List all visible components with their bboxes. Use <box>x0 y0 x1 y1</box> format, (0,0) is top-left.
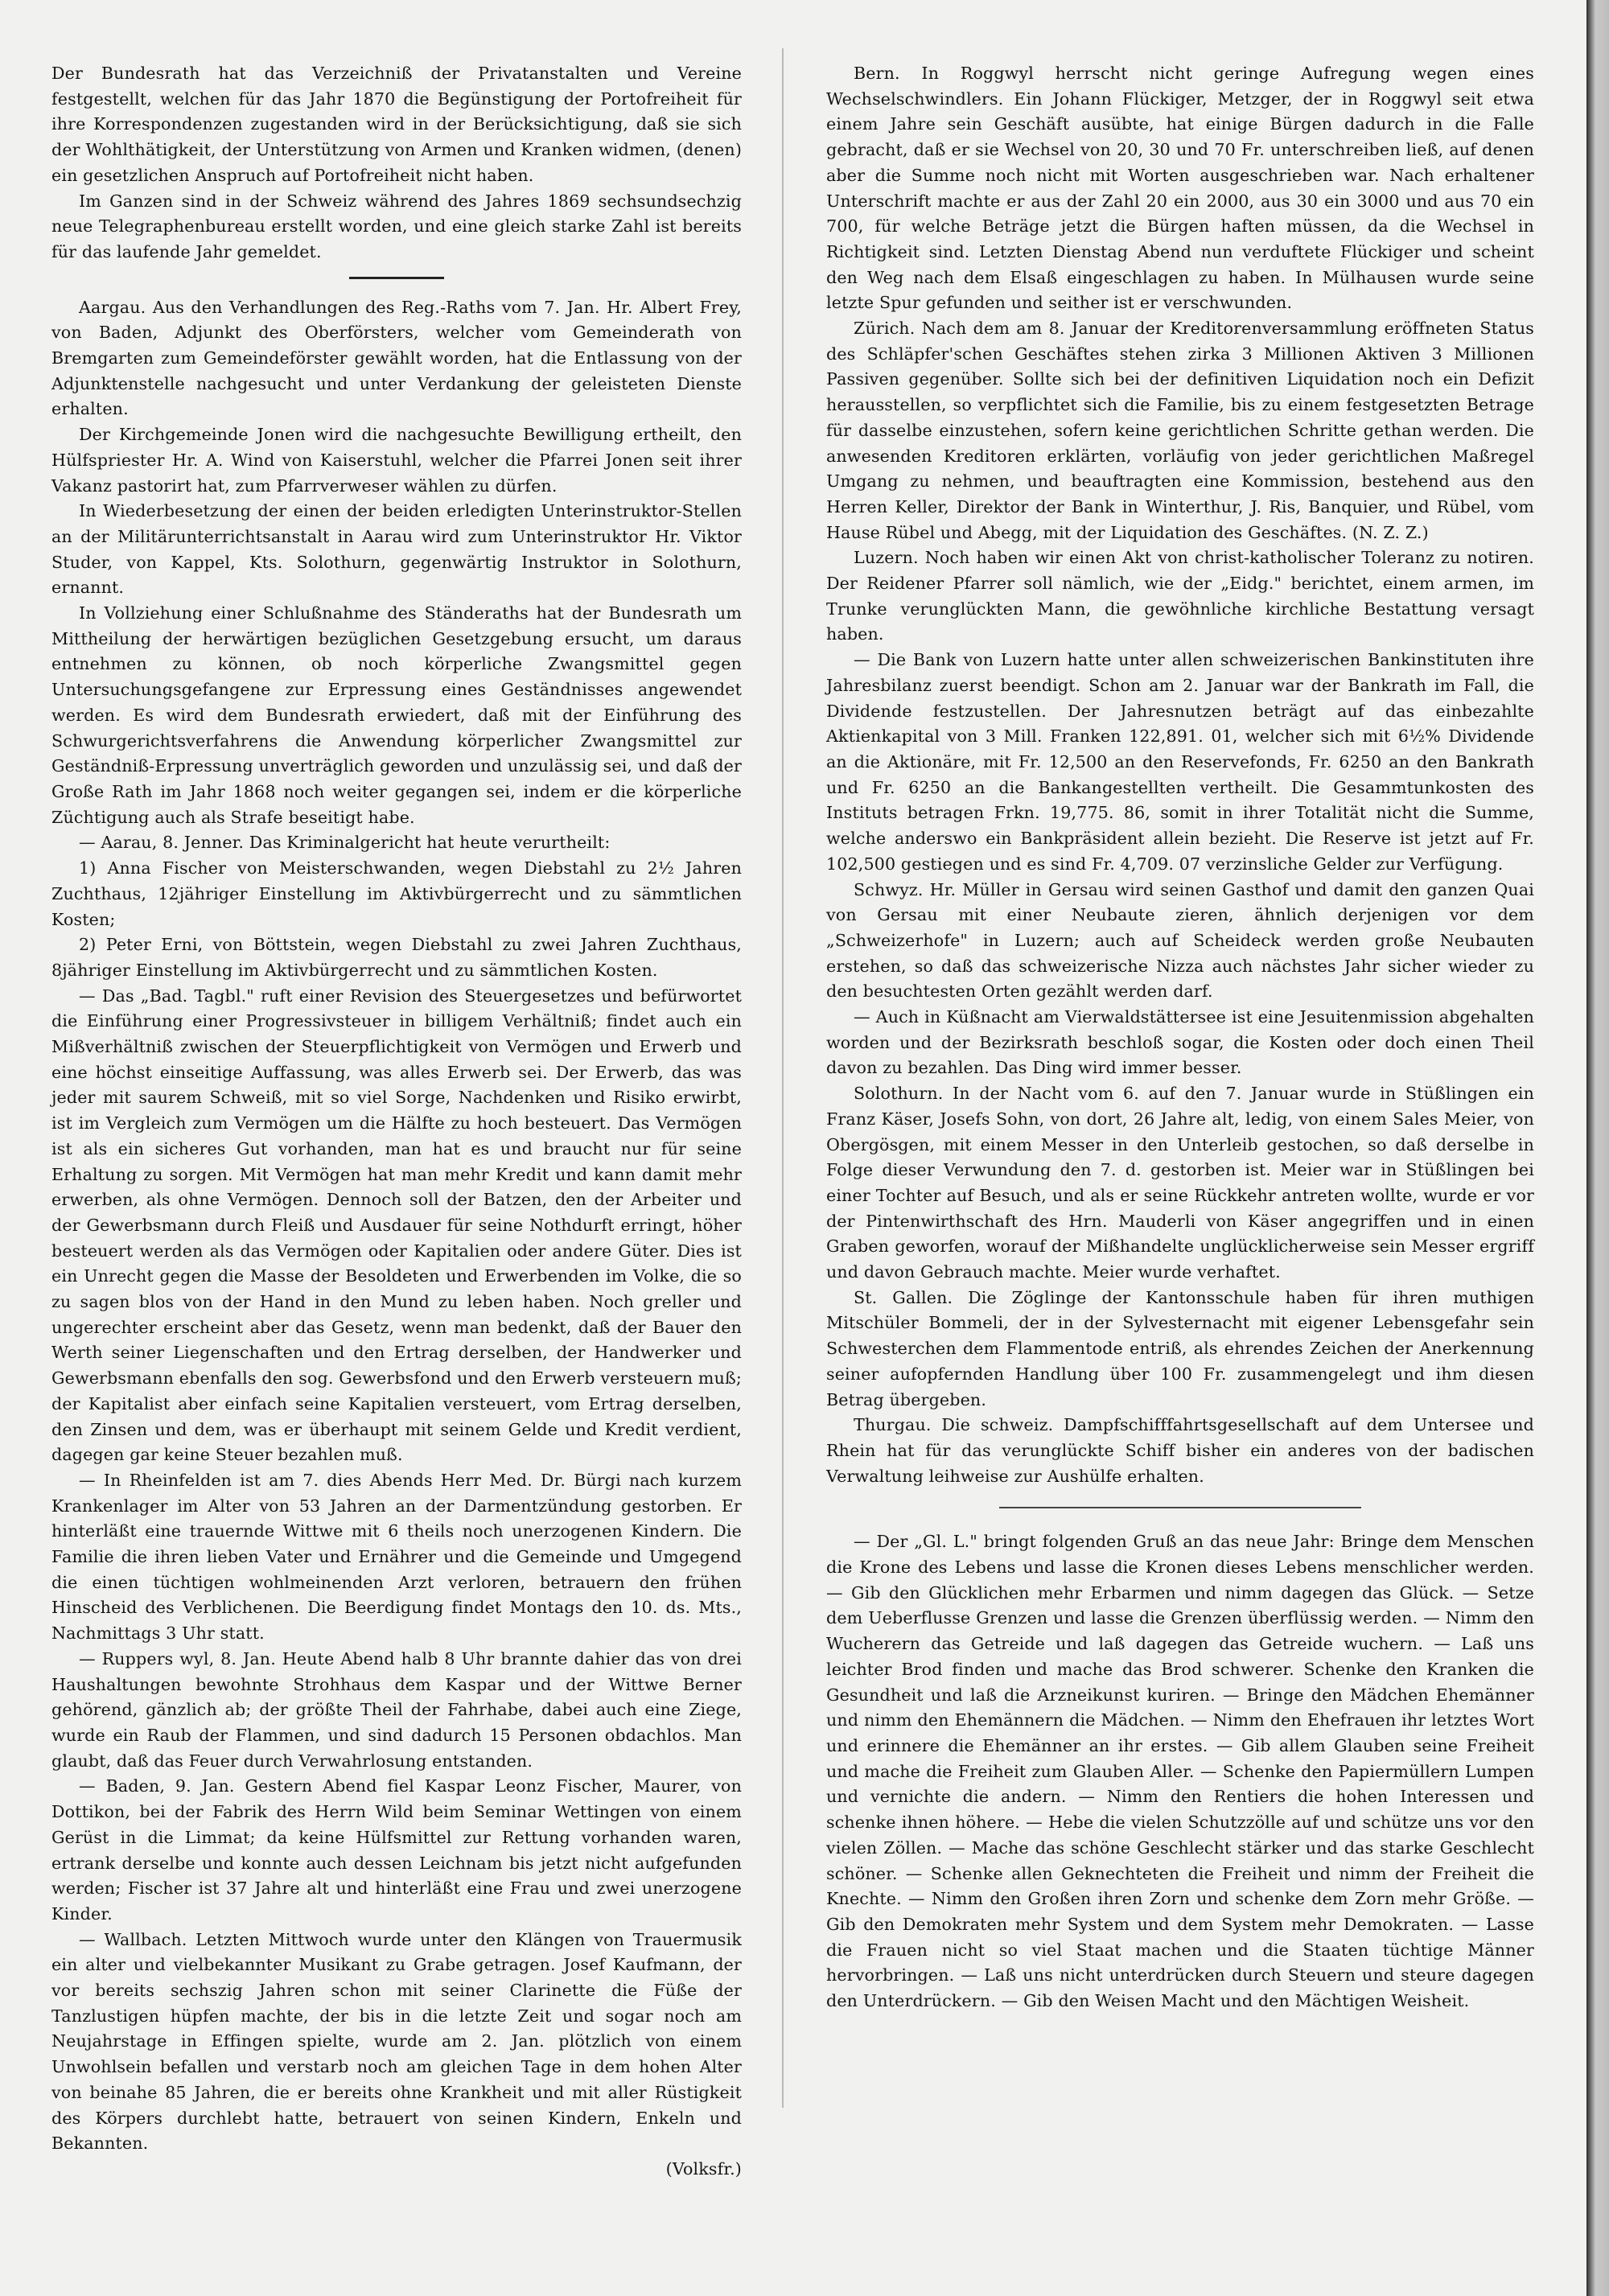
left-column <box>51 61 742 2183</box>
article-luzern-toleranz: Luzern. Noch haben wir einen Akt von christ-katholischer Toleranz zu notiren. Der Reidener Pfarrer soll nämlich, wie der „Eidg." berichtet, einem armen, im Trunke verunglückten Mann, die gewöhnliche kirchliche Bestattung versagt haben. <box>826 548 1534 644</box>
article-st-gallen: St. Gallen. Die Zöglinge der Kantonsschule haben für ihren muthigen Mitschüler Bommeli, der in der Sylvesternacht mit eigener Lebensgefahr sein Schwesterchen dem Flammentode entriß, als ehrendes Zeichen der Anerkennung seiner aufopfernden Handlung über 100 Fr. zusammengelegt und ihm diesen Betrag übergeben. <box>826 1287 1534 1409</box>
page-edge-shadow <box>1586 0 1609 2296</box>
article-rupperswyl: — Ruppers wyl, 8. Jan. Heute Abend halb 8 Uhr brannte dahier das von drei Haushaltungen bewohnte Strohhaus dem Kaspar und der Wittwe Berner gehörend, gänzlich ab; der größte Theil der Fahrhabe, dabei auch eine Ziege, wurde ein Raub der Flammen, und sind dadurch 15 Personen obdachlos. Man glaubt, daß das Feuer durch Verwahrlosung entstanden. <box>51 1648 742 1771</box>
article-bundesrath-portofreiheit: Der Bundesrath hat das Verzeichniß der Privatanstalten und Vereine festgestellt, welchen für das Jahr 1870 die Begünstigung der Portofreiheit für ihre Korrespondenzen zugestanden wird in der Berücksichtigung, daß sie sich der Wohlthätigkeit, der Unterstützung von Armen und Kranken widmen, (denen) ein gesetzlichen Anspruch auf Portofreiheit nicht haben. <box>51 64 742 185</box>
article-thurgau: Thurgau. Die schweiz. Dampfschifffahrtsgesellschaft auf dem Untersee und Rhein hat für das verunglückte Schiff bisher ein anderes von der badischen Verwaltung leihweise zur Aushülfe erhalten. <box>826 1415 1534 1486</box>
section-divider <box>349 277 444 279</box>
column-rule <box>782 48 784 2108</box>
article-zwangsmittel: In Vollziehung einer Schlußnahme des Ständeraths hat der Bundesrath um Mittheilung der herwärtigen bezüglichen Gesetzgebung ersucht, um daraus entnehmen zu können, ob noch körperliche Zwangsmittel gegen Untersuchungsgefangene zur Erpressung eines Geständnisses angewendet werden. Es wird dem Bundesrath erwiedert, daß mit der Einführung des Schwurgerichtsverfahrens die Anwendung körperlicher Zwangsmittel zur Geständniß-Erpressung unverträglich geworden und unzulässig sei, und daß der Große Rath im Jahr 1868 noch weiter gegangen sei, indem er die körperliche Züchtigung auch als Strafe beseitigt habe. <box>51 603 742 827</box>
article-aargau-regierungsrath: Aargau. Aus den Verhandlungen des Reg.-Raths vom 7. Jan. Hr. Albert Frey, von Baden, Adjunkt des Oberförsters, welcher vom Gemeinderath von Bremgarten zum Gemeindeförster gewählt worden, hat die Entlassung von der Adjunktenstelle nachgesucht und unter Verdankung der geleisteten Dienste erhalten. <box>51 297 742 419</box>
article-bank-luzern: — Die Bank von Luzern hatte unter allen schweizerischen Bankinstituten ihre Jahresbilanz zuerst beendigt. Schon am 2. Januar war der Bankrath im Fall, die Dividende festzustellen. Der Jahresnutzen beträgt auf das einbezahlte Aktienkapital von 3 Mill. Franken 122,891. 01, welcher sich mit 6½% Dividende an die Aktionäre, mit Fr. 12,500 an den Reservefonds, Fr. 6250 an den Bankrath und Fr. 6250 an die Bankangestellten vertheilt. Die Gesammtunkosten des Instituts betragen Frkn. 19,775. 86, somit in ihrer Totalität nicht die Summe, welche anderswo ein Bankpräsident allein bezieht. Die Reserve ist jetzt auf Fr. 102,500 gestiegen und es sind Fr. 4,709. 07 verzinsliche Gelder zur Verfügung. <box>826 650 1534 874</box>
article-solothurn: Solothurn. In der Nacht vom 6. auf den 7. Januar wurde in Stüßlingen ein Franz Käser, Josefs Sohn, von dort, 26 Jahre alt, ledig, von einem Sales Meier, von Obergösgen, mit einem Messer in den Unterleib gestochen, so daß derselbe in Folge dieser Verwundung den 7. d. gestorben ist. Meier war in Stüßlingen bei einer Tochter auf Besuch, und als er seine Rückkehr antreten wollte, wurde er vor der Pintenwirthschaft des Hrn. Mauderli von Käser angegriffen und in einen Graben geworfen, worauf der Mißhandelte unglücklicherweise sein Messer ergriff und davon Gebrauch machte. Meier wurde verhaftet. <box>826 1084 1534 1282</box>
article-steuergesetz: — Das „Bad. Tagbl." ruft einer Revision des Steuergesetzes und befürwortet die Einführung einer Progressivsteuer in billigem Verhältniß; findet auch ein Mißverhältniß zwischen der Steuerpflichtigkeit von Vermögen und Erwerb und eine höchst einseitige Auffassung, was alles Erwerb sei. Der Erwerb, das was jeder mit saurem Schweiß, mit so viel Sorge, Nachdenken und Risiko erwirbt, ist im Vergleich zum Vermögen um die Hälfte zu hoch besteuert. Das Vermögen ist als ein sicheres Gut vorhanden, man hat es und braucht nur für seine Erhaltung zu sorgen. Mit Vermögen hat man mehr Kredit und kann damit mehr erwerben, als ohne Vermögen. Dennoch soll der Batzen, den der Arbeiter und der Gewerbsmann durch Fleiß und Ausdauer für seine Nothdurft erringt, höher besteuert werden als das Vermögen oder Kapitalien oder andere Güter. Dies ist ein Unrecht gegen die Masse der Besoldeten und Erwerbenden im Volke, die so zu sagen blos von der Hand in den Mund zu leben haben. Noch greller und ungerechter erscheint aber das Gesetz, wenn man bedenkt, daß der Bauer den Werth seiner Liegenschaften und den Ertrag derselben, der Handwerker und Gewerbsmann ebenfalls den sog. Gewerbsfond und den Erwerb versteuern muß; der Kapitalist aber einfach seine Kapitalien versteuert, vom Ertrag derselben, den Zinsen und dem, was er überhaupt mit seinem Gelde und Kredit verdient, dagegen gar keine Steuer bezahlen muß. <box>51 985 742 1465</box>
article-rheinfelden: — In Rheinfelden ist am 7. dies Abends Herr Med. Dr. Bürgi nach kurzem Krankenlager im Alter von 53 Jahren an der Darmentzündung gestorben. Er hinterläßt eine trauernde Wittwe mit 6 theils noch unerzogenen Kindern. Die Familie die ihren lieben Vater und Ernährer und die Gemeinde und Umgegend die einen tüchtigen wohlmeinenden Arzt verloren, betrauern den frühen Hinscheid des Verblichenen. Die Beerdigung findet Montags den 10. ds. Mts., Nachmittags 3 Uhr statt. <box>51 1470 742 1644</box>
article-kirchgemeinde-jonen: Der Kirchgemeinde Jonen wird die nachgesuchte Bewilligung ertheilt, den Hülfspriester Hr. A. Wind von Kaiserstuhl, welcher die Pfarrei Jonen seit ihrer Vakanz pastorirt hat, zum Pfarrverweser wählen zu dürfen. <box>51 425 742 496</box>
article-bern: Bern. In Roggwyl herrscht nicht geringe Aufregung wegen eines Wechselschwindlers. Ein Johann Flückiger, Metzger, der in Roggwyl seit etwa einem Jahre sein Geschäft ausübte, hat einige Bürgen dadurch in die Falle gebracht, daß er sie Wechsel von 20, 30 und 70 Fr. unterschreiben ließ, auf denen aber die Summe noch nicht mit Worten ausgeschrieben war. Nach erhaltener Unterschrift machte er aus der Zahl 20 ein 2000, aus 30 ein 3000 und aus 70 ein 700, für welche Beträge jetzt die Bürgen haften müssen, da die Wechsel in Richtigkeit sind. Letzten Dienstag Abend nun verduftete Flückiger und scheint den Weg nach dem Elsaß eingeschlagen zu haben. In Mülhausen wurde seine letzte Spur gefunden und seither ist er verschwunden. <box>826 64 1534 313</box>
article-zuerich: Zürich. Nach dem am 8. Januar der Kreditorenversammlung eröffneten Status des Schläpfer'schen Geschäftes stehen zirka 3 Millionen Aktiven 3 Millionen Passiven gegenüber. Sollte sich bei der definitiven Liquidation noch ein Defizit herausstellen, so verpflichtet sich die Familie, bis zu einem festgesetzten Betrage für dasselbe einzustehen, sofern keine gerichtlichen Schritte gethan werden. Die anwesenden Kreditoren erklärten, vorläufig von jeder gerichtlichen Maßregel Umgang zu nehmen, und beauftragten eine Kommission, bestehend aus den Herren Keller, Direktor der Bank in Winterthur, J. Ris, Banquier, und Rübel, vom Hause Rübel und Abegg, mit der Liquidation des Geschäftes. (N. Z. Z.) <box>826 319 1534 542</box>
source-signoff: (Volksfr.) <box>665 2158 742 2179</box>
article-unterinstruktor: In Wiederbesetzung der einen der beiden erledigten Unterinstruktor-Stellen an der Militärunterrichtsanstalt in Aarau wird zum Unterinstruktor Hr. Viktor Studer, von Kappel, Kts. Solothurn, gegenwärtig Instruktor in Solothurn, ernannt. <box>51 501 742 598</box>
article-wallbach: — Wallbach. Letzten Mittwoch wurde unter den Klängen von Trauermusik ein alter und vielbekannter Musikant zu Grabe getragen. Josef Kaufmann, der vor bereits sechszig Jahren schon mit seiner Clarinette die Füße der Tanzlustigen hüpfen machte, der bis in die letzte Zeit und sogar noch am Neujahrstage in Effingen spielte, wurde am 2. Jan. plötzlich von einem Unwohlsein befallen und verstarb noch am gleichen Tage in dem hohen Alter von beinahe 85 Jahren, die er bereits ohne Krankheit und mit aller Rüstigkeit des Körpers durchlebt hatte, betrauert von seinen Kindern, Enkeln und Bekannten. <box>51 1929 742 2154</box>
section-divider-right <box>999 1507 1361 1508</box>
article-baden: — Baden, 9. Jan. Gestern Abend fiel Kaspar Leonz Fischer, Maurer, von Dottikon, bei der Fabrik des Herrn Wild beim Seminar Wettingen von einem Gerüst in die Limmat; da keine Hülfsmittel zur Rettung vorhanden waren, ertrank derselbe und konnte auch dessen Leichnam bis jetzt nicht aufgefunden werden; Fischer ist 37 Jahre alt und hinterläßt eine Frau und zwei unerzogene Kinder. <box>51 1776 742 1924</box>
article-wallbach-block <box>51 1928 742 2183</box>
article-aarau-kriminalgericht: — Aarau, 8. Jenner. Das Kriminalgericht hat heute verurtheilt: <box>79 833 611 853</box>
article-neujahrsgruss: — Der „Gl. L." bringt folgenden Gruß an das neue Jahr: Bringe dem Menschen die Krone des Lebens und lasse die Kronen dieses Lebens menschlicher werden. — Gib den Glücklichen mehr Erbarmen und nimm dagegen das Glück. — Setze dem Ueberflusse Grenzen und lasse die Grenzen überflüssig werden. — Nimm den Wucherern das Getreide und laß dagegen das Getreide wuchern. — Laß uns leichter Brod finden und mache das Brod schwerer. Schenke den Kranken die Gesundheit und laß die Arzneikunst kuriren. — Bringe den Mädchen Ehemänner und nimm den Ehemännern die Mädchen. — Nimm den Ehefrauen ihr letztes Wort und erinnere die Ehemänner an ihr erstes. — Gib allem Glauben seine Freiheit und mache die Freiheit zum Glauben Aller. — Schenke den Papiermüllern Lumpen und vernichte die andern. — Nimm den Rentiers die hohen Interessen und schenke ihnen höhere. — Hebe die vielen Schutzzölle auf und schütze uns vor den vielen Zöllen. — Mache das schöne Geschlecht stärker und das starke Geschlecht schöner. — Schenke allen Geknechteten die Freiheit und nimm der Freiheit die Knechte. — Nimm den Großen ihren Zorn und schenke dem Zorn mehr Größe. — Gib den Demokraten mehr System und dem System mehr Demokraten. — Lasse die Frauen nicht so viel Staat machen und die Staaten tüchtige Männer hervorbringen. — Laß uns nicht unterdrücken durch Steuern und steure dagegen den Unterdrückern. — Gib den Weisen Macht und den Mächtigen Weisheit. <box>826 1532 1534 2011</box>
article-kuessnacht: — Auch in Küßnacht am Vierwaldstättersee ist eine Jesuitenmission abgehalten worden und der Bezirksrath beschloß sogar, die Kosten oder doch einen Theil davon zu bezahlen. Das Ding wird immer besser. <box>826 1007 1534 1078</box>
article-urteil-erni: 2) Peter Erni, von Böttstein, wegen Diebstahl zu zwei Jahren Zuchthaus, 8jähriger Einstellung im Aktivbürgerrecht und zu sämmtlichen Kosten. <box>51 935 742 980</box>
article-schwyz: Schwyz. Hr. Müller in Gersau wird seinen Gasthof und damit den ganzen Quai von Gersau mit einer Neubaute zieren, ähnlich derjenigen vor dem „Schweizerhofe" in Luzern; auch auf Scheideck werden große Neubauten erstehen, so daß das schweizerische Nizza auch nächstes Jahr sicher wieder zu den besuchtesten Orten gezählt werden darf. <box>826 879 1534 1002</box>
article-urteil-fischer: 1) Anna Fischer von Meisterschwanden, wegen Diebstahl zu 2½ Jahren Zuchthaus, 12jähriger Einstellung im Aktivbürgerrecht und zu sämmtlichen Kosten; <box>51 858 742 929</box>
right-column <box>826 61 1534 2014</box>
article-telegraphenbureau: Im Ganzen sind in der Schweiz während des Jahres 1869 sechsundsechzig neue Telegraphenbureau erstellt worden, und eine gleich starke Zahl ist bereits für das laufende Jahr gemeldet. <box>51 191 742 261</box>
